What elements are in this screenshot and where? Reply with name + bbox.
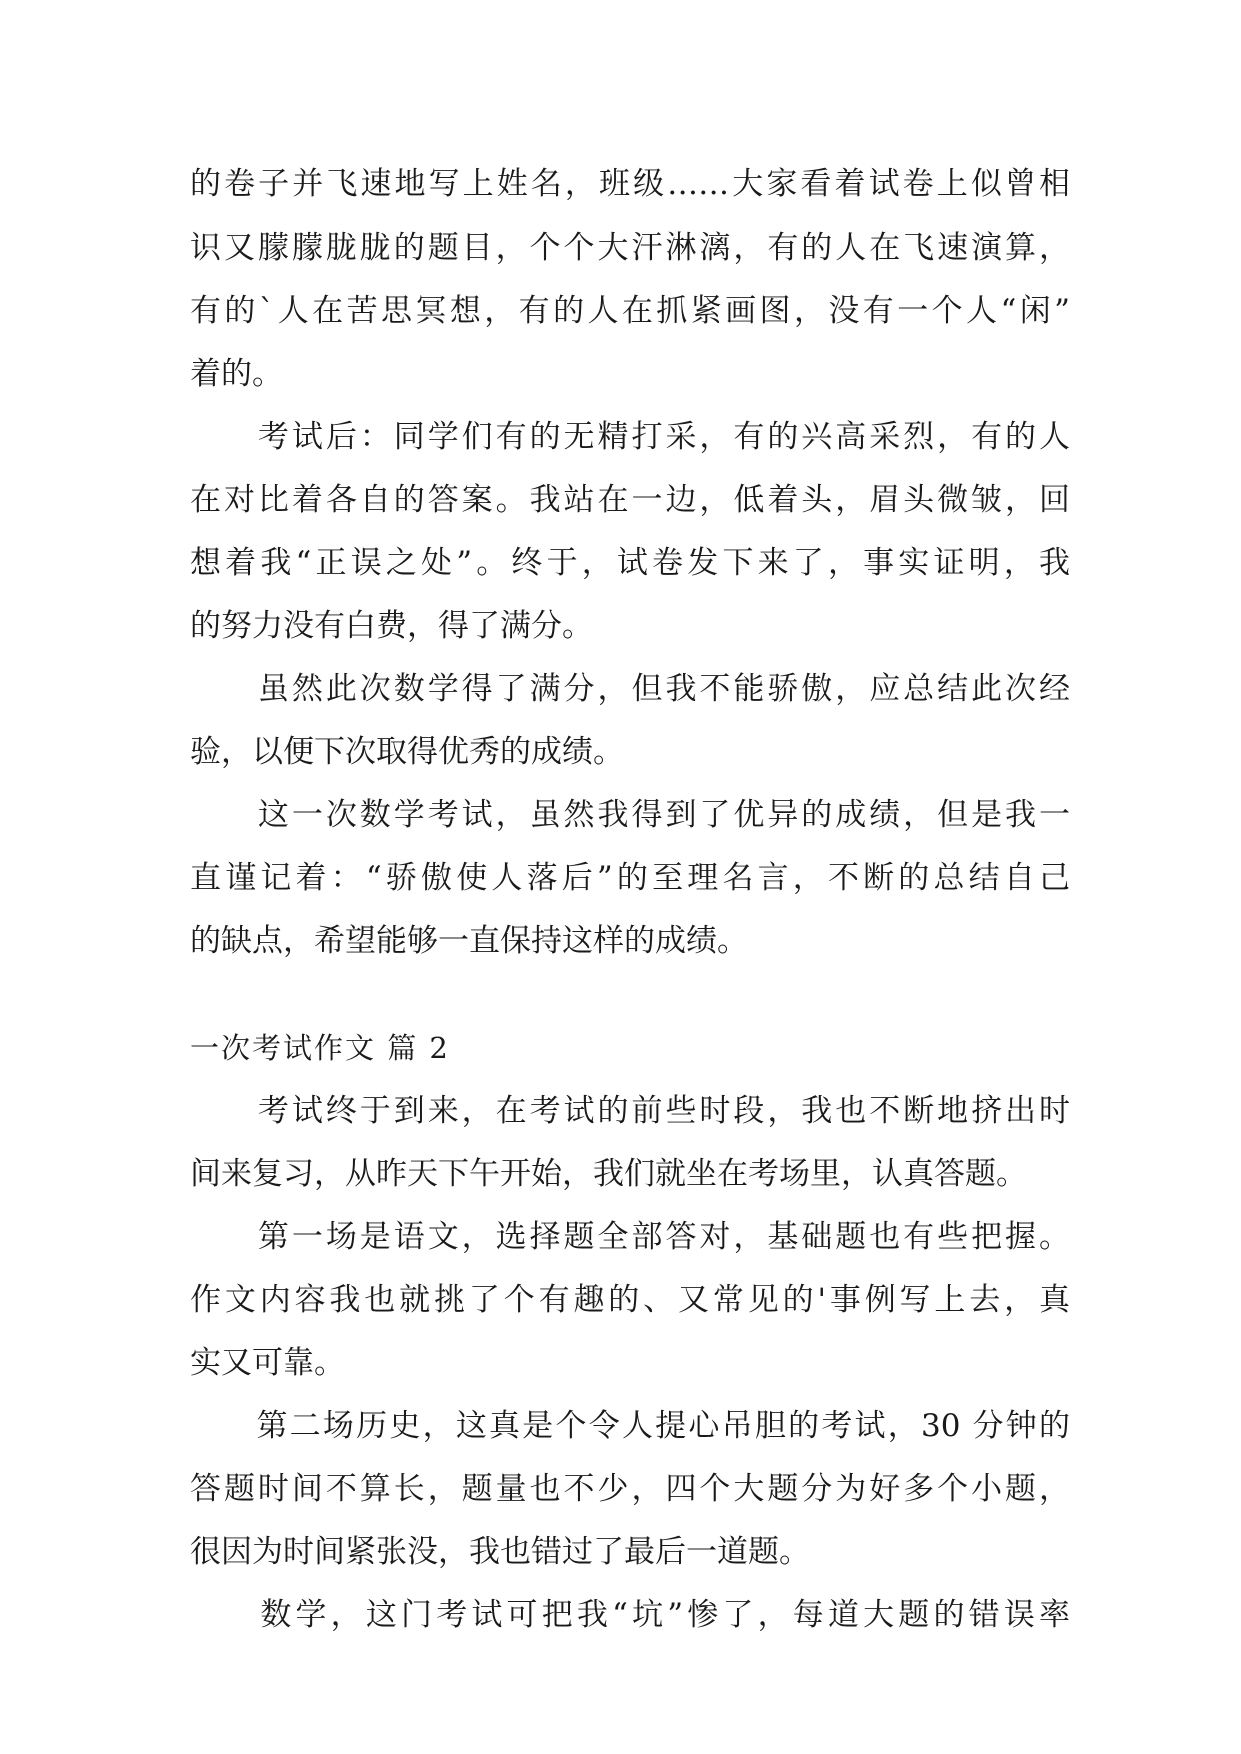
text-line: 数学，这门考试可把我“坑”惨了，每道大题的错误率 [190, 1597, 1070, 1633]
text-line: 作文内容我也就挑了个有趣的、又常见的'事例写上去，真 [190, 1282, 1070, 1318]
text-line: 间来复习，从昨天下午开始，我们就坐在考场里，认真答题。 [190, 1156, 1027, 1192]
text-line: 考试终于到来，在考试的前些时段，我也不断地挤出时 [190, 1093, 1070, 1129]
text-line: 的卷子并飞速地写上姓名，班级……大家看着试卷上似曾相 [190, 166, 1070, 202]
text-line: 实又可靠。 [190, 1345, 345, 1381]
text-line: 第一场是语文，选择题全部答对，基础题也有些把握。 [190, 1219, 1070, 1255]
text-line: 有的`人在苦思冥想，有的人在抓紧画图，没有一个人“闲” [190, 293, 1070, 329]
text-line: 验，以便下次取得优秀的成绩。 [190, 734, 624, 770]
text-line: 在对比着各自的答案。我站在一边，低着头，眉头微皱，回 [190, 482, 1070, 518]
text-line: 第二场历史，这真是个令人提心吊胆的考试，30 分钟的 [190, 1408, 1070, 1444]
text-line: 的缺点，希望能够一直保持这样的成绩。 [190, 923, 748, 959]
text-line: 答题时间不算长，题量也不少，四个大题分为好多个小题， [190, 1471, 1070, 1507]
section-heading: 一次考试作文 篇 2 [190, 1031, 450, 1065]
text-line: 想着我“正误之处”。终于，试卷发下来了，事实证明，我 [190, 545, 1070, 581]
text-line: 考试后：同学们有的无精打采，有的兴高采烈，有的人 [190, 419, 1070, 455]
text-line: 直谨记着：“骄傲使人落后”的至理名言，不断的总结自己 [190, 860, 1070, 896]
text-line: 识又朦朦胧胧的题目，个个大汗淋漓，有的人在飞速演算， [190, 230, 1070, 266]
text-line: 虽然此次数学得了满分，但我不能骄傲，应总结此次经 [190, 671, 1070, 707]
text-line: 很因为时间紧张没，我也错过了最后一道题。 [190, 1534, 810, 1570]
text-line: 这一次数学考试，虽然我得到了优异的成绩，但是我一 [190, 797, 1070, 833]
text-line: 的努力没有白费，得了满分。 [190, 608, 593, 644]
text-line: 着的。 [190, 356, 283, 392]
